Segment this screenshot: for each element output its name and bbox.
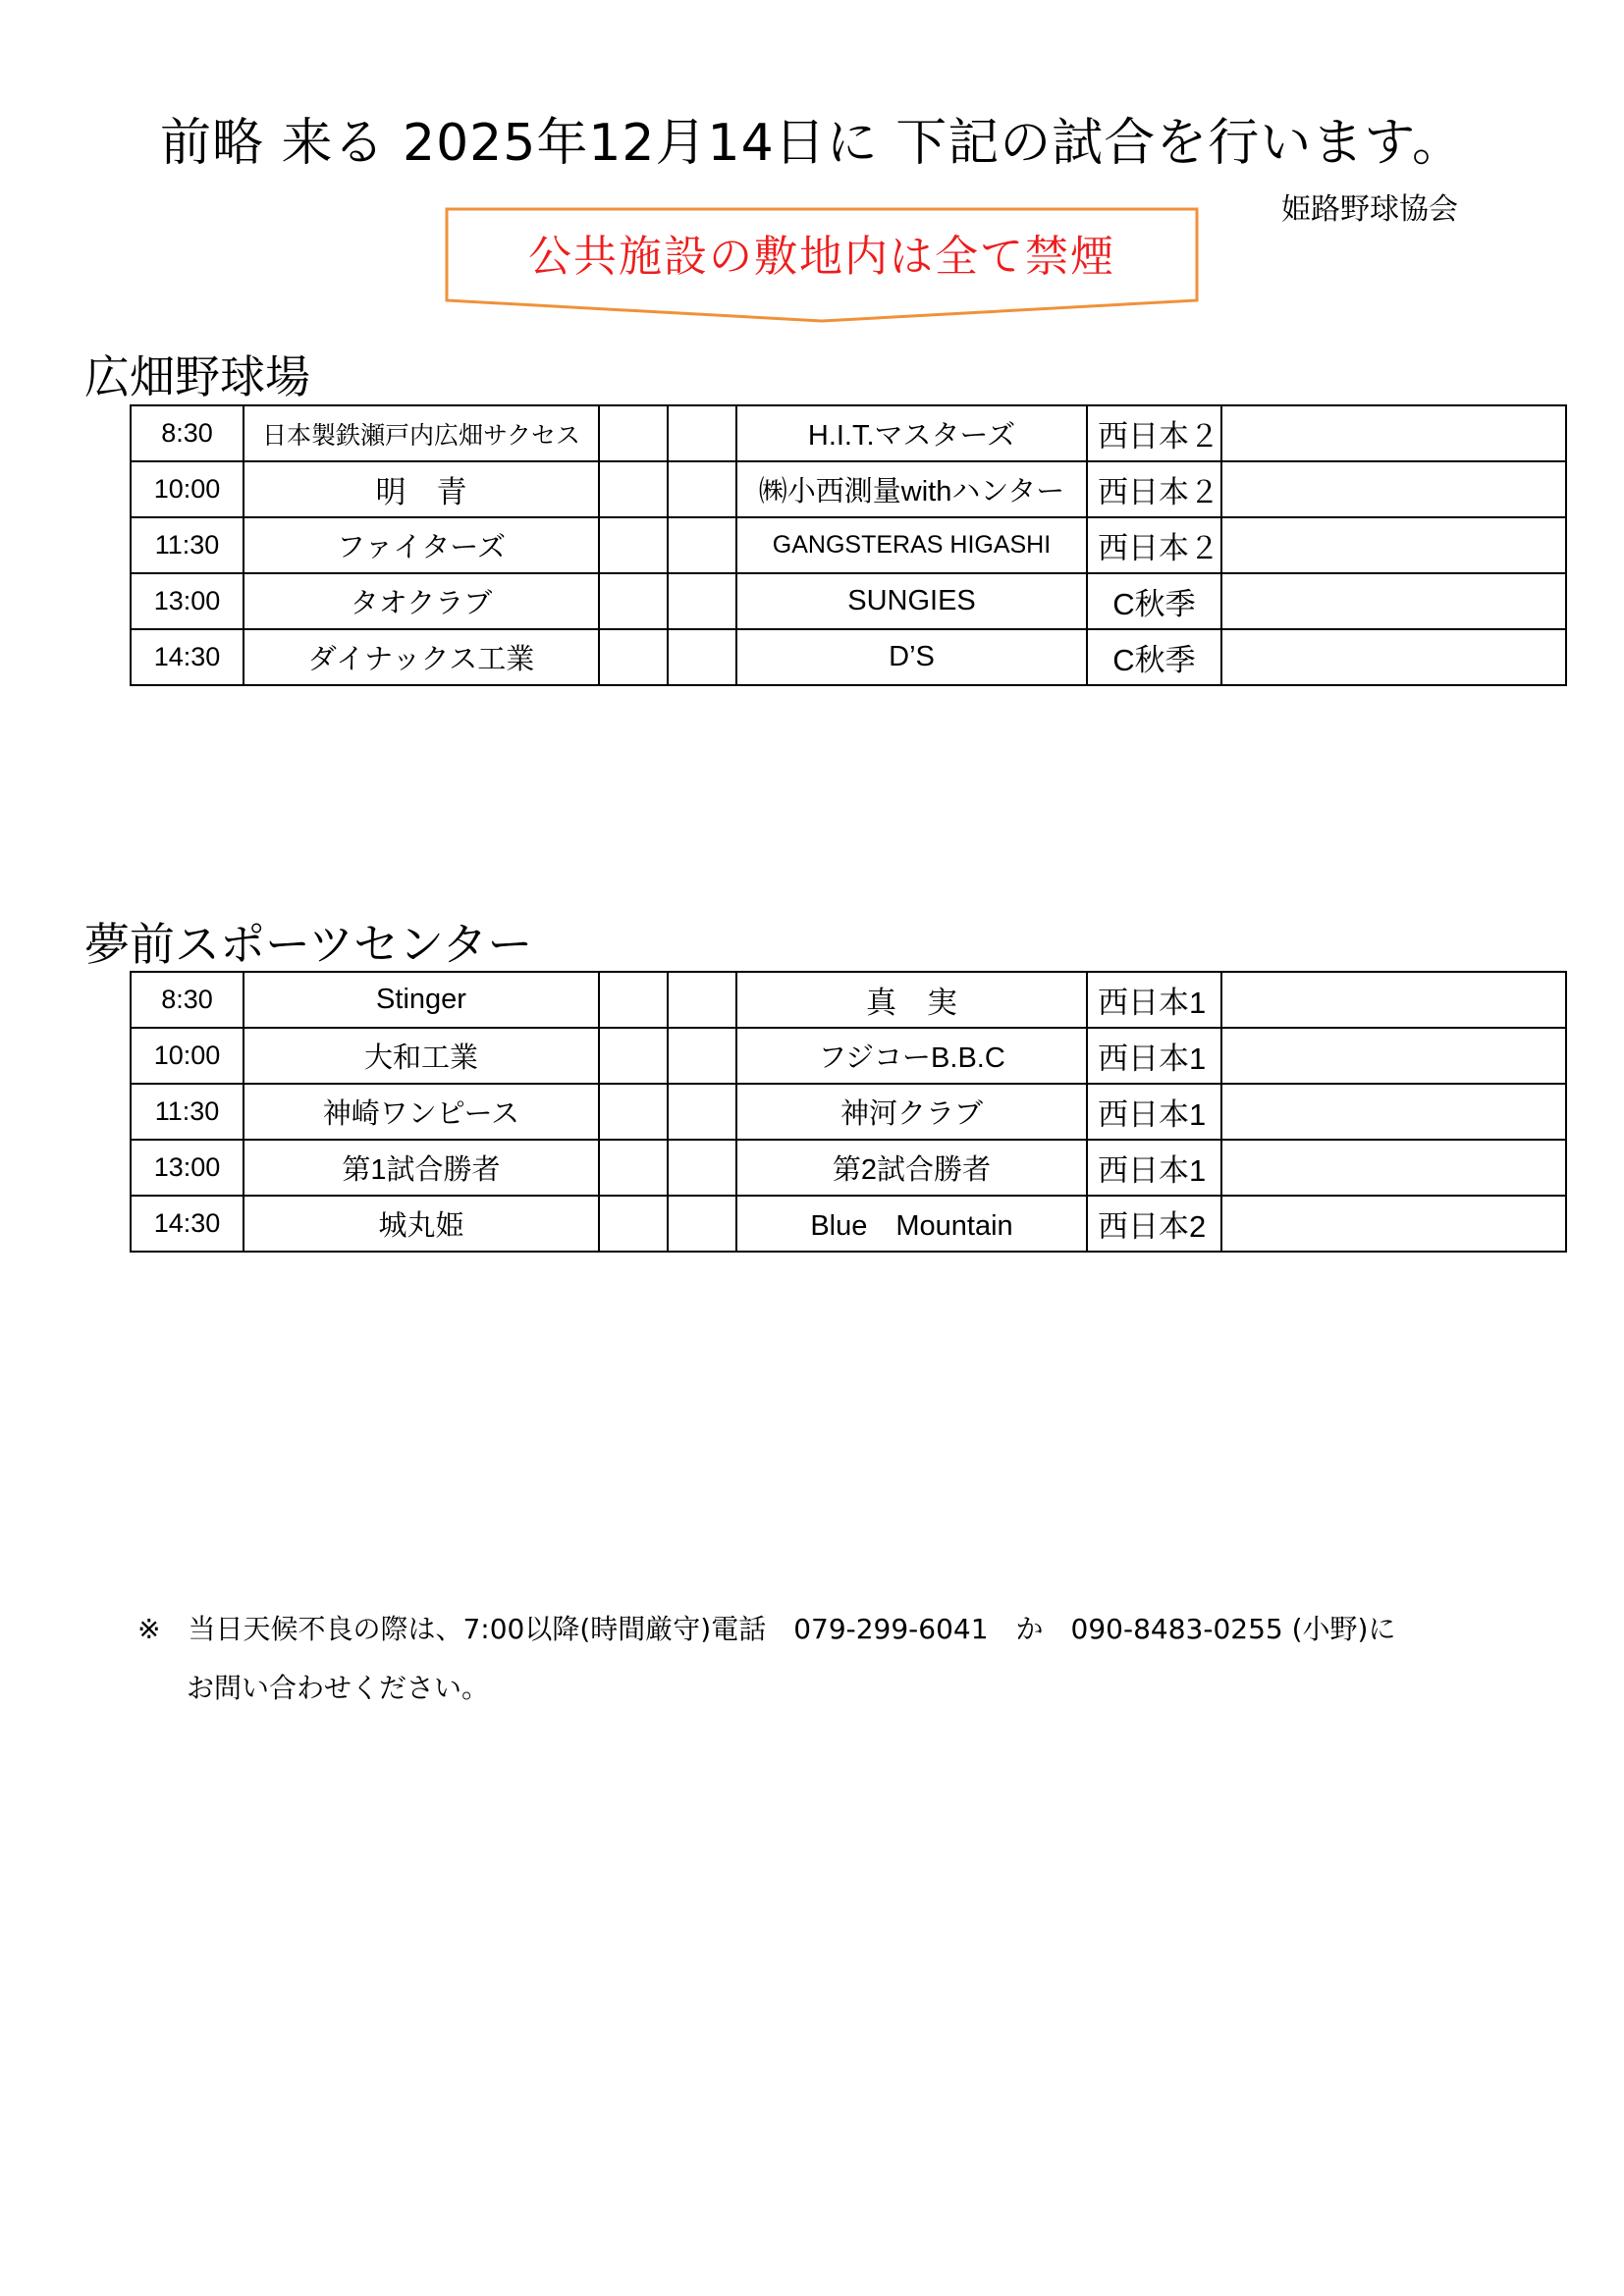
game-time: 11:30 xyxy=(131,517,244,573)
away-score-cell xyxy=(668,1196,736,1252)
home-score-cell xyxy=(599,629,668,685)
notes-cell xyxy=(1221,972,1566,1028)
home-team: ファイターズ xyxy=(244,517,599,573)
home-score-cell xyxy=(599,1196,668,1252)
division: 西日本1 xyxy=(1087,972,1221,1028)
table-row xyxy=(131,972,1566,1028)
away-score-cell xyxy=(668,573,736,629)
away-score-cell xyxy=(668,461,736,517)
table-row xyxy=(131,629,1566,685)
division: C秋季 xyxy=(1087,629,1221,685)
away-team: Blue Mountain xyxy=(736,1196,1087,1252)
game-time: 13:00 xyxy=(131,573,244,629)
table-row xyxy=(131,573,1566,629)
away-score-cell xyxy=(668,1028,736,1084)
table-row xyxy=(131,461,1566,517)
table-row xyxy=(131,1196,1566,1252)
home-team: Stinger xyxy=(244,972,599,1028)
weather-note-line1: ※ 当日天候不良の際は、7:00以降(時間厳守)電話 079-299-6041 か 090-8483-0255 (小野)に xyxy=(137,1613,1396,1645)
home-team: 明 青 xyxy=(244,461,599,517)
away-score-cell xyxy=(668,629,736,685)
division: 西日本1 xyxy=(1087,1140,1221,1196)
table-row xyxy=(131,1084,1566,1140)
division: 西日本1 xyxy=(1087,1028,1221,1084)
division: 西日本２ xyxy=(1087,405,1221,461)
division: 西日本1 xyxy=(1087,1084,1221,1140)
notes-cell xyxy=(1221,1028,1566,1084)
page-title: 前略 来る 2025年12月14日に 下記の試合を行います。 xyxy=(159,114,1465,173)
home-team: タオクラブ xyxy=(244,573,599,629)
division: 西日本2 xyxy=(1087,1196,1221,1252)
notes-cell xyxy=(1221,573,1566,629)
home-team: 城丸姫 xyxy=(244,1196,599,1252)
away-score-cell xyxy=(668,517,736,573)
weather-note-line2: お問い合わせください。 xyxy=(187,1672,490,1704)
away-team: フジコーB.B.C xyxy=(736,1028,1087,1084)
home-team: ダイナックス工業 xyxy=(244,629,599,685)
game-time: 11:30 xyxy=(131,1084,244,1140)
banner-text: 公共施設の敷地内は全て禁煙 xyxy=(528,232,1115,282)
schedule-table-hirohata xyxy=(130,404,1567,686)
notes-cell xyxy=(1221,1196,1566,1252)
game-time: 10:00 xyxy=(131,461,244,517)
game-time: 10:00 xyxy=(131,1028,244,1084)
home-score-cell xyxy=(599,972,668,1028)
home-score-cell xyxy=(599,1084,668,1140)
away-team: ㈱小西測量withハンター xyxy=(736,461,1087,517)
away-team: 第2試合勝者 xyxy=(736,1140,1087,1196)
organizer-name: 姫路野球協会 xyxy=(1281,192,1458,227)
away-score-cell xyxy=(668,405,736,461)
game-time: 14:30 xyxy=(131,1196,244,1252)
away-score-cell xyxy=(668,1084,736,1140)
game-time: 8:30 xyxy=(131,972,244,1028)
table-row xyxy=(131,405,1566,461)
home-team: 大和工業 xyxy=(244,1028,599,1084)
away-team: SUNGIES xyxy=(736,573,1087,629)
table-row xyxy=(131,1028,1566,1084)
home-team: 第1試合勝者 xyxy=(244,1140,599,1196)
schedule-table-yumesaki xyxy=(130,971,1567,1253)
notes-cell xyxy=(1221,1140,1566,1196)
division: C秋季 xyxy=(1087,573,1221,629)
home-team: 神崎ワンピース xyxy=(244,1084,599,1140)
venue-title-yumesaki: 夢前スポーツセンター xyxy=(84,918,533,971)
game-time: 8:30 xyxy=(131,405,244,461)
game-time: 14:30 xyxy=(131,629,244,685)
notes-cell xyxy=(1221,461,1566,517)
division: 西日本２ xyxy=(1087,461,1221,517)
home-score-cell xyxy=(599,461,668,517)
home-score-cell xyxy=(599,1140,668,1196)
away-team: D’S xyxy=(736,629,1087,685)
home-team: 日本製鉄瀬戸内広畑サクセス xyxy=(244,405,599,461)
away-team: GANGSTERAS HIGASHI xyxy=(736,517,1087,573)
home-score-cell xyxy=(599,573,668,629)
notes-cell xyxy=(1221,1084,1566,1140)
venue-title-hirohata: 広畑野球場 xyxy=(84,350,310,403)
notes-cell xyxy=(1221,629,1566,685)
home-score-cell xyxy=(599,517,668,573)
game-time: 13:00 xyxy=(131,1140,244,1196)
weather-note xyxy=(137,1600,1395,1718)
away-team: H.I.T.マスターズ xyxy=(736,405,1087,461)
no-smoking-banner xyxy=(444,206,1200,324)
division: 西日本２ xyxy=(1087,517,1221,573)
home-score-cell xyxy=(599,405,668,461)
away-team: 神河クラブ xyxy=(736,1084,1087,1140)
home-score-cell xyxy=(599,1028,668,1084)
notes-cell xyxy=(1221,405,1566,461)
notes-cell xyxy=(1221,517,1566,573)
away-team: 真 実 xyxy=(736,972,1087,1028)
table-row xyxy=(131,517,1566,573)
table-row xyxy=(131,1140,1566,1196)
away-score-cell xyxy=(668,972,736,1028)
away-score-cell xyxy=(668,1140,736,1196)
